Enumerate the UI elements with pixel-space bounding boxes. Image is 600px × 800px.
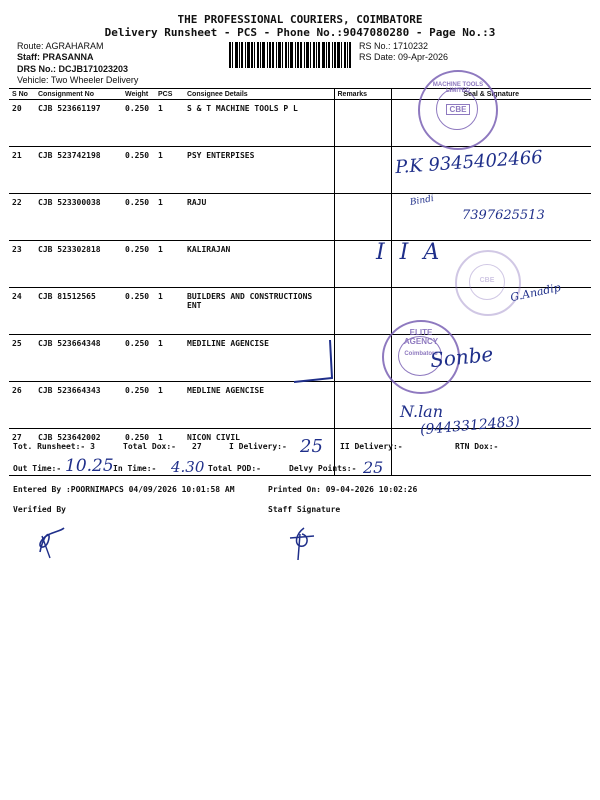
cell-consignment: CJB 523642002 <box>35 429 122 476</box>
cell-sno: 25 <box>9 335 35 382</box>
staff-label: Staff: PRASANNA <box>17 52 94 62</box>
col-header-signature: Seal & Signature <box>391 89 591 100</box>
cell-weight: 0.250 <box>122 194 155 241</box>
cell-weight: 0.250 <box>122 382 155 429</box>
cell-consignment: CJB 523661197 <box>35 100 122 147</box>
table-row <box>9 100 591 147</box>
faded-seal-stamp: CBE <box>455 250 521 316</box>
handwritten-phone-row27: (9443312483) <box>419 413 521 439</box>
cell-sno: 20 <box>9 100 35 147</box>
total-dox-value: 27 <box>192 442 202 451</box>
total-dox-label: Total Dox:- <box>123 442 176 451</box>
cell-consignment: CJB 523664343 <box>35 382 122 429</box>
total-pod-label: Total POD:- <box>208 464 261 473</box>
rtn-dox-label: RTN Dox:- <box>455 442 499 451</box>
i-delivery-value: 25 <box>300 436 323 457</box>
out-time-label: Out Time:- <box>13 464 62 473</box>
in-time-value: 4.30 <box>171 458 205 476</box>
cell-sno: 27 <box>9 429 35 476</box>
cell-consignee: NICON CIVIL <box>184 429 334 476</box>
agency-seal-stamp: ELITE AGENCY Coimbatore <box>382 320 460 394</box>
handwritten-phone-row22: 7397625513 <box>462 208 545 223</box>
delvy-points-label: Delvy Points:- <box>289 464 357 473</box>
runsheet-title: Delivery Runsheet - PCS - Phone No.:9047080280 - Page No.:3 <box>104 26 496 39</box>
cell-sno: 21 <box>9 147 35 194</box>
out-time-value: 10.25 <box>65 456 114 476</box>
staff-signature-label: Staff Signature <box>268 505 341 514</box>
total-runsheet: Tot. Runsheet:- 3 <box>13 442 95 451</box>
handwritten-name-row22: Bindi <box>409 193 435 209</box>
rs-date: RS Date: 09-Apr-2026 <box>359 52 449 62</box>
cell-pcs: 1 <box>155 241 184 288</box>
cell-weight: 0.250 <box>122 335 155 382</box>
cell-remarks <box>334 382 391 429</box>
entered-by: Entered By :POORNIMAPCS 04/09/2026 10:01:58 AM <box>13 485 235 494</box>
handwritten-signature-row21: P.K 9345402466 <box>394 146 544 179</box>
company-seal-stamp: MACHINE TOOLS LIMITED CBE <box>418 70 498 150</box>
ii-delivery-label: II Delivery:- <box>340 442 403 451</box>
handwritten-signature-row27: N.lan <box>400 402 444 421</box>
cell-consignment: CJB 523742198 <box>35 147 122 194</box>
cell-consignment: CJB 523302818 <box>35 241 122 288</box>
cell-remarks <box>334 288 391 335</box>
cell-consignment: CJB 523300038 <box>35 194 122 241</box>
col-header-pcs: PCS <box>155 89 184 100</box>
col-header-weight: Weight <box>122 89 155 100</box>
barcode <box>229 42 355 68</box>
cell-sno: 24 <box>9 288 35 335</box>
i-delivery-label: I Delivery:- <box>229 442 287 451</box>
staff-signature-mark <box>284 524 320 564</box>
cell-consignee: MEDLINE AGENCISE <box>184 382 334 429</box>
printed-on: Printed On: 09-04-2026 10:02:26 <box>268 485 418 494</box>
handwritten-signature-row26: Sonbe <box>428 341 495 373</box>
col-header-remarks: Remarks <box>334 89 391 100</box>
handwritten-signature-row24: G.Anadip <box>509 280 562 305</box>
in-time-label: In Time:- <box>113 464 157 473</box>
cell-weight: 0.250 <box>122 241 155 288</box>
cell-pcs: 1 <box>155 382 184 429</box>
cell-weight: 0.250 <box>122 147 155 194</box>
cell-consignee: S & T MACHINE TOOLS P L <box>184 100 334 147</box>
cell-pcs: 1 <box>155 429 184 476</box>
cell-pcs: 1 <box>155 100 184 147</box>
cell-pcs: 1 <box>155 194 184 241</box>
cell-consignee: MEDILINE AGENCISE <box>184 335 334 382</box>
cell-consignee: KALIRAJAN <box>184 241 334 288</box>
cell-remarks <box>334 100 391 147</box>
verified-by-label: Verified By <box>13 505 66 514</box>
cell-sno: 23 <box>9 241 35 288</box>
cell-sno: 22 <box>9 194 35 241</box>
cell-weight: 0.250 <box>122 429 155 476</box>
cell-consignee: RAJU <box>184 194 334 241</box>
table-header-row <box>9 89 591 100</box>
drs-number: DRS No.: DCJB171023203 <box>17 64 129 74</box>
cell-remarks <box>334 147 391 194</box>
cell-weight: 0.250 <box>122 288 155 335</box>
verifier-signature-mark <box>30 522 70 562</box>
cell-weight: 0.250 <box>122 100 155 147</box>
cell-consignment: CJB 81512565 <box>35 288 122 335</box>
route-label: Route: AGRAHARAM <box>17 41 104 51</box>
cell-pcs: 1 <box>155 147 184 194</box>
company-title: THE PROFESSIONAL COURIERS, COIMBATORE <box>177 13 423 26</box>
col-header-consignee: Consignee Details <box>184 89 334 100</box>
cell-consignee: PSY ENTERPISES <box>184 147 334 194</box>
pen-mark-row26 <box>290 338 340 388</box>
cell-consignment: CJB 523664348 <box>35 335 122 382</box>
vehicle-label: Vehicle: Two Wheeler Delivery <box>17 75 139 85</box>
col-header-sno: S No <box>9 89 35 100</box>
rs-number: RS No.: 1710232 <box>359 41 429 51</box>
cell-pcs: 1 <box>155 288 184 335</box>
cell-sno: 26 <box>9 382 35 429</box>
cell-remarks <box>334 194 391 241</box>
delvy-points-value: 25 <box>363 458 384 477</box>
cell-consignee: BUILDERS AND CONSTRUCTIONS ENT <box>184 288 334 335</box>
col-header-consignment: Consignment No <box>35 89 122 100</box>
handwritten-signature-row23: I I A <box>376 240 444 265</box>
cell-pcs: 1 <box>155 335 184 382</box>
